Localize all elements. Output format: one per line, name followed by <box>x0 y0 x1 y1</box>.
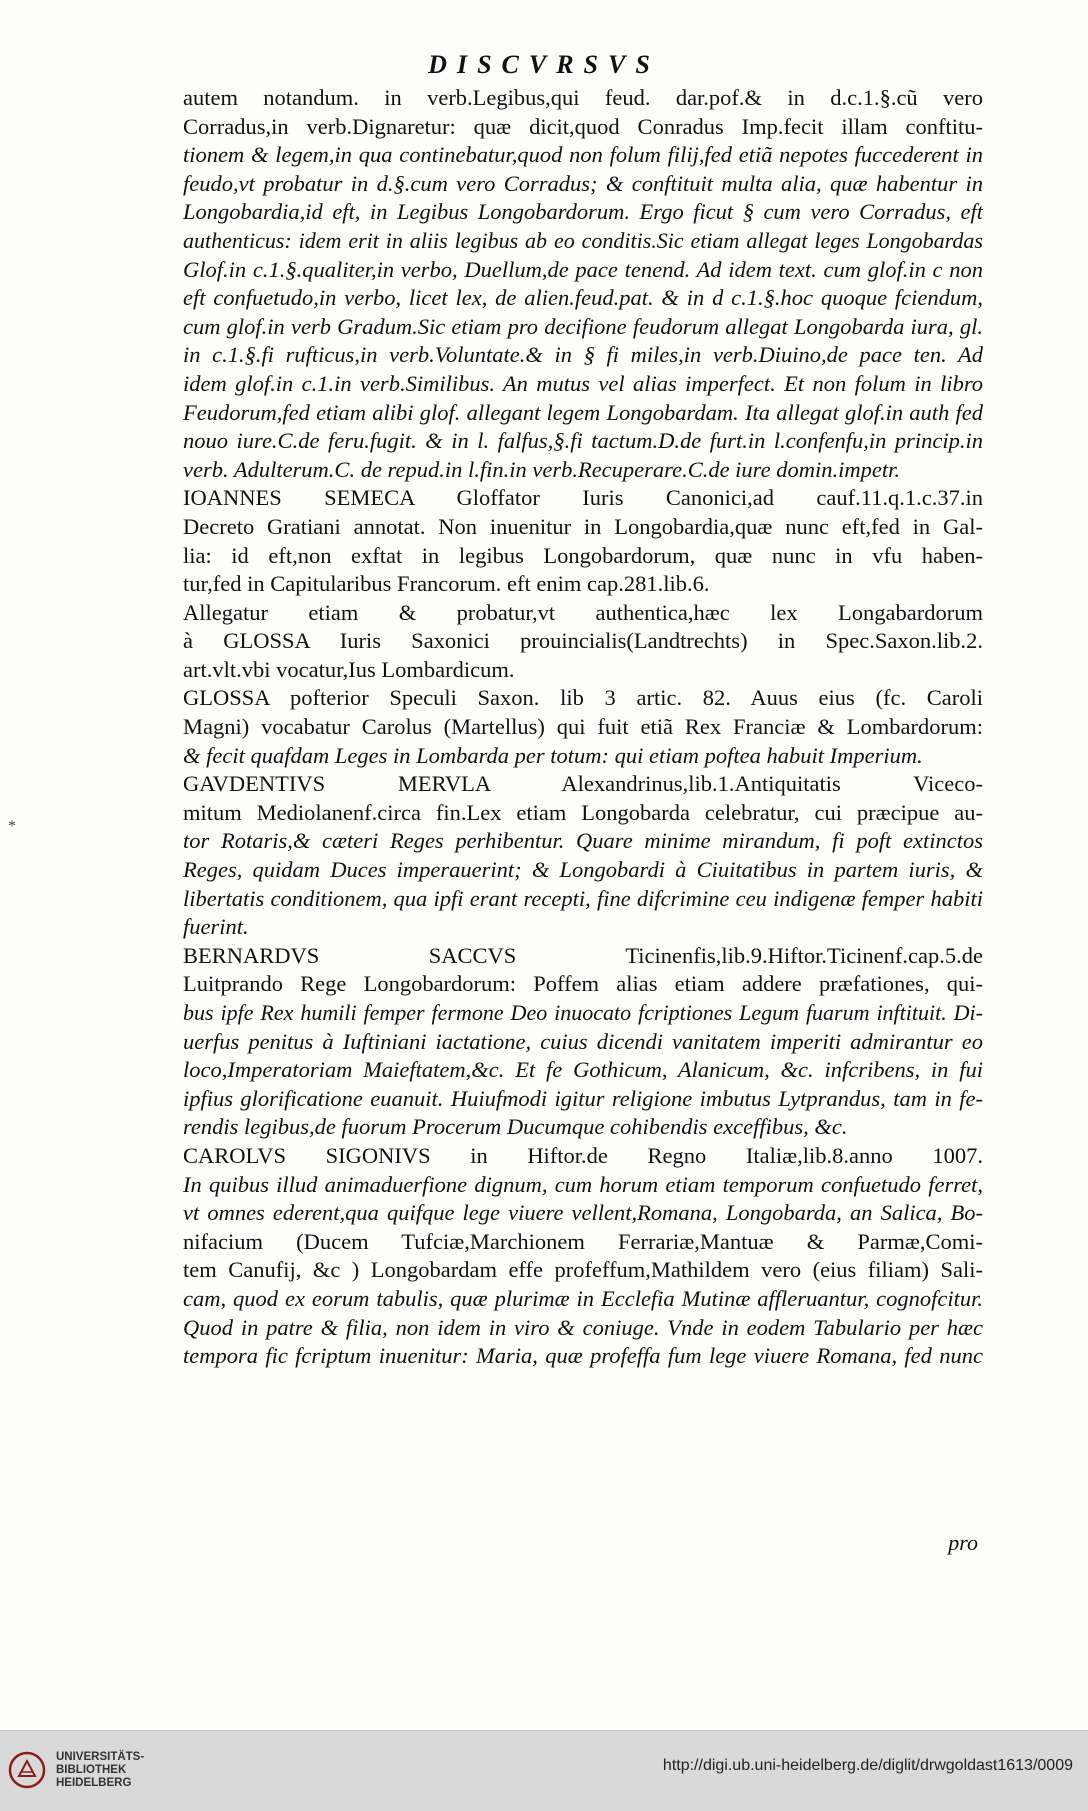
logo-line: HEIDELBERG <box>56 1777 132 1789</box>
text-line: IOANNES SEMECA Gloffator Iuris Canonici,ad cauf.11.q.1.c.37.in <box>183 485 983 511</box>
text-line: Quod in patre & filia, non idem in viro & coniuge. Vnde in eodem Tabulario per hæc <box>183 1314 983 1340</box>
text-line: libertatis conditionem, qua ipfi erant recepti, fine difcrimine ceu indigenæ femper habiti <box>183 885 983 911</box>
text-line: Decreto Gratiani annotat. Non inuenitur in Longobardia,quæ nunc eft,fed in Gal- <box>183 513 983 539</box>
text-line: tem Canufij, &c ) Longobardam effe profeffum,Mathildem vero (eius filiam) Sali- <box>183 1257 983 1283</box>
text-line: Magni) vocabatur Carolus (Martellus) qui fuit etiã Rex Franciæ & Lombardorum: <box>183 714 983 740</box>
text-line: rendis legibus,de fuorum Procerum Ducumque cohibendis exceffibus, &c. <box>183 1114 848 1140</box>
source-url-link[interactable]: http://digi.ub.uni-heidelberg.de/diglit/drwgoldast1613/0009 <box>662 1757 1073 1774</box>
text-line: Allegatur etiam & probatur,vt authentica,hæc lex Longabardorum <box>183 599 983 625</box>
text-line: bus ipfe Rex humili femper fermone Deo inuocato fcriptiones Legum fuarum inftituit. Di- <box>183 1000 983 1025</box>
footer-bar <box>0 1730 1088 1811</box>
text-line: à GLOSSA Iuris Saxonici prouincialis(Landtrechts) in Spec.Saxon.lib.2. <box>183 628 983 654</box>
text-line: lia: id eft,non exftat in legibus Longobardorum, quæ nunc in vfu haben- <box>183 542 983 568</box>
text-line: Luitprando Rege Longobardorum: Poffem alias etiam addere præfationes, qui- <box>183 971 983 997</box>
text-line: CAROLVS SIGONIVS in Hiftor.de Regno Italiæ,lib.8.anno 1007. <box>183 1142 983 1168</box>
university-seal-icon <box>8 1751 46 1789</box>
text-line: ipfius glorificatione euanuit. Huiufmodi igitur religione imbutus Lytprandus, tam in fe- <box>183 1085 983 1111</box>
margin-mark: * <box>8 818 16 835</box>
text-line: in c.1.§.fi rufticus,in verb.Voluntate.& in § fi miles,in verb.Diuino,de pace ten. Ad <box>183 342 983 368</box>
text-line: nifacium (Ducem Tufciæ,Marchionem Ferrariæ,Mantuæ & Parmæ,Comi- <box>183 1228 983 1254</box>
text-line: Longobardia,id eft, in Legibus Longobardorum. Ergo ficut § cum vero Corradus, eft <box>183 199 983 225</box>
text-line: idem glof.in c.1.in verb.Similibus. An mutus vel alias imperfect. Et non folum in libro <box>183 370 983 396</box>
text-line: verb. Adulterum.C. de repud.in l.fin.in verb.Recuperare.C.de iure domin.impetr. <box>183 456 900 482</box>
body-text <box>183 84 983 1371</box>
text-line: uerfus penitus à Iuftiniani iactatione, cuius dicendi vanitatem imperiti admirantur eo <box>183 1028 983 1054</box>
running-head: DISCVRSVS <box>428 50 660 79</box>
text-line: Glof.in c.1.§.qualiter,in verbo, Duellum,de pace tenend. Ad idem text. cum glof.in c non <box>183 256 983 282</box>
text-line: Reges, quidam Duces imperauerint; & Longobardi à Ciuitatibus in partem iuris, & <box>183 857 983 883</box>
text-line: tempora fic fcriptum inuenitur: Maria, quæ profeffa fum lege viuere Romana, fed nunc <box>183 1343 983 1369</box>
text-line: Corradus,in verb.Dignaretur: quæ dicit,quod Conradus Imp.fecit illam conftitu- <box>183 113 983 139</box>
text-line: mitum Mediolanenf.circa fin.Lex etiam Longobarda celebratur, cui præcipue au- <box>183 799 983 825</box>
text-line: eft confuetudo,in verbo, licet lex, de alien.feud.pat. & in d c.1.§.hoc quoque fciendum, <box>183 285 983 311</box>
text-line: feudo,vt probatur in d.§.cum vero Corradus; & conftituit multa alia, quæ habentur in <box>183 170 983 196</box>
text-line: authenticus: idem erit in aliis legibus ab eo conditis.Sic etiam allegat leges Longobardas <box>183 227 983 253</box>
text-line: Feudorum,fed etiam alibi glof. allegant legem Longobardam. Ita allegat glof.in auth fed <box>183 399 983 425</box>
text-line: tor Rotaris,& cæteri Reges perhibentur. Quare minime mirandum, fi poft extinctos <box>183 828 983 854</box>
text-line: fuerint. <box>183 914 249 940</box>
text-line: & fecit quafdam Leges in Lombarda per totum: qui etiam poftea habuit Imperium. <box>183 742 923 768</box>
text-line: In quibus illud animaduerfione dignum, cum horum etiam temporum confuetudo ferret, <box>183 1171 983 1197</box>
text-line: nouo iure.C.de feru.fugit. & in l. falfus,§.fi tactum.D.de furt.in l.confenfu,in princip.in <box>183 428 983 454</box>
logo-line: UNIVERSITÄTS- <box>56 1751 145 1763</box>
logo-line: BIBLIOTHEK <box>56 1764 127 1776</box>
catchword: pro <box>948 1530 978 1555</box>
text-line: art.vlt.vbi vocatur,Ius Lombardicum. <box>183 656 515 682</box>
text-line: GLOSSA pofterior Speculi Saxon. lib 3 artic. 82. Auus eius (fc. Caroli <box>183 685 983 711</box>
text-line: loco,Imperatoriam Maieftatem,&c. Et fe Gothicum, Alanicum, &c. infcribens, in fui <box>183 1057 983 1083</box>
text-line: cum glof.in verb Gradum.Sic etiam pro decifione feudorum allegat Longobarda iura, gl. <box>183 313 983 339</box>
text-line: tionem & legem,in qua continebatur,quod non folum filij,fed etiã nepotes fuccederent in <box>183 142 983 168</box>
text-line: autem notandum. in verb.Legibus,qui feud. dar.pof.& in d.c.1.§.cũ vero <box>183 85 983 110</box>
text-line: cam, quod ex eorum tabulis, quæ plurimæ in Ecclefia Mutinæ affleruantur, cognofcitur. <box>183 1285 983 1311</box>
library-logo-text <box>56 1751 144 1790</box>
text-line: GAVDENTIVS MERVLA Alexandrinus,lib.1.Antiquitatis Viceco- <box>183 771 983 797</box>
text-line: vt omnes ederent,qua quifque lege viuere vellent,Romana, Longobarda, an Salica, Bo- <box>183 1200 983 1226</box>
text-line: BERNARDVS SACCVS Ticinenfis,lib.9.Hiftor.Ticinenf.cap.5.de <box>183 942 983 968</box>
text-line: tur,fed in Capitularibus Francorum. eft enim cap.281.lib.6. <box>183 571 710 597</box>
